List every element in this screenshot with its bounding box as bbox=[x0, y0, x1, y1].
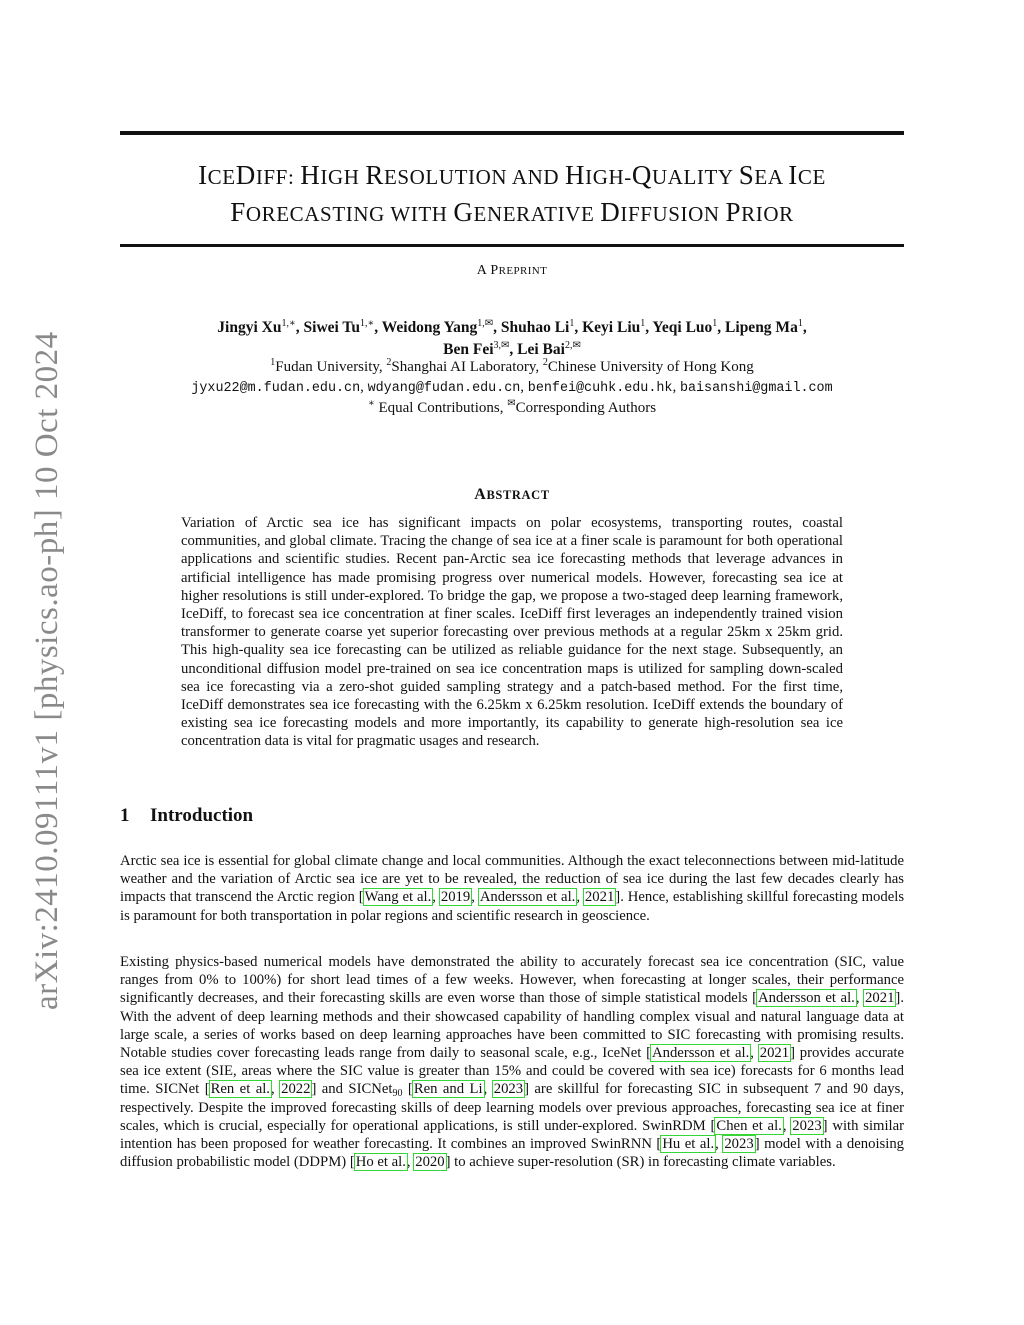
paragraph-text: ] are skillful for forecasting SIC in subsequent 7 and 90 days, respectively. Despite the improved forecasting skills of deep learning models over previous approaches, forecasting sea ice at finer scales, which is crucial, especially for operational applications, is still under-explored. SwinRDM [ bbox=[120, 1081, 905, 1134]
author-emails bbox=[120, 379, 904, 396]
author-name: Jingyi Xu bbox=[217, 319, 282, 336]
paragraph-text: ] provides accurate sea ice extent (SIE, areas where the SIC value is greater than 15% and could be covered with sea ice) forecasts for 6 months lead time. SICNet [ bbox=[120, 1045, 905, 1098]
affiliation-name: Chinese University of Hong Kong bbox=[547, 359, 754, 375]
preprint-word-cap: A bbox=[476, 263, 488, 278]
title-word-rest: EA bbox=[754, 165, 789, 189]
section-number: 1 bbox=[120, 805, 130, 826]
citation-link[interactable]: Hu et al. bbox=[662, 1136, 715, 1153]
paragraph-text: ] with similar intention has been proposed for weather forecasting. It combines an improved SwinRNN [ bbox=[120, 1117, 905, 1153]
title-word-rest: IFF: bbox=[255, 165, 301, 189]
paragraph-text: , bbox=[782, 1117, 792, 1134]
title-word-rest: UALITY bbox=[651, 165, 739, 189]
title-word-rest: ESOLUTION AND bbox=[383, 165, 566, 189]
affiliation-name: Shanghai AI Laboratory, bbox=[391, 359, 543, 375]
corresponding-text: Corresponding Authors bbox=[515, 400, 657, 416]
email-separator: , bbox=[520, 379, 528, 395]
paragraph-text: [ bbox=[402, 1081, 413, 1098]
author-affiliation-mark: 1 bbox=[640, 318, 646, 329]
affiliation-mark: 2 bbox=[542, 357, 548, 368]
section-title: Introduction bbox=[150, 805, 254, 826]
title-word-rest: IGH- bbox=[585, 165, 632, 189]
affiliation-mark: 1 bbox=[270, 357, 276, 368]
title-word-cap: S bbox=[738, 160, 755, 190]
paragraph-text: , bbox=[406, 1154, 415, 1171]
title-word-cap: H bbox=[300, 160, 321, 190]
title-word-rest: ORECASTING WITH bbox=[245, 202, 454, 226]
citation-link[interactable]: Ren et al. bbox=[210, 1081, 270, 1098]
affiliation-name: Fudan University, bbox=[275, 359, 387, 375]
author-line-2 bbox=[120, 339, 904, 361]
paragraph-text: Existing physics-based numerical models have demonstrated the ability to accurately forecast sea ice concentration (SIC, value ranges from 0% to 100%) for short lead times of a few weeks. However, when forecasting at longer scales, their performance significantly decreases, and their forecasting skills are even worse than those of simple statistical models [ bbox=[120, 954, 904, 1007]
intro-paragraph-2 bbox=[120, 953, 904, 1171]
paragraph-text: , bbox=[471, 889, 479, 906]
title-word-rest: IGH bbox=[320, 165, 366, 189]
title-word-cap: I bbox=[198, 160, 208, 190]
paragraph-text: ]. Hence, establishing skillful forecasting models is paramount for both transportation in polar regions and scientific research in geoscience. bbox=[120, 889, 905, 924]
author-name: , Siwei Tu bbox=[295, 319, 360, 336]
paragraph-text: , bbox=[750, 1045, 759, 1062]
arxiv-identifier-stamp: arXiv:2410.09111v1 [physics.ao-ph] 10 Oct 2024 bbox=[29, 331, 65, 1010]
title-word-rest: CE bbox=[207, 165, 236, 189]
title-word-cap: H bbox=[565, 160, 586, 190]
paragraph-text: , bbox=[270, 1081, 281, 1098]
author-list bbox=[120, 317, 904, 361]
corresponding-mark: ✉ bbox=[507, 398, 516, 409]
title-word-cap: R bbox=[365, 160, 384, 190]
citation-link[interactable]: Ren and Li bbox=[413, 1081, 483, 1098]
citation-link[interactable]: 2023 bbox=[724, 1136, 754, 1153]
citation-link[interactable]: Andersson et al. bbox=[479, 889, 576, 906]
contribution-note bbox=[120, 400, 904, 417]
abstract-text: Variation of Arctic sea ice has significant impacts on polar ecosystems, transporting routes, coastal communities, and global climate. Tracing the change of sea ice at a finer scale is paramount for both operational applications and scientific studies. Recent pan-Arctic sea ice forecasting methods that leverage advances in artificial intelligence has made promising progress over numerical models. However, forecasting sea ice at higher resolutions is still under-explored. To bridge the gap, we propose a two-staged deep learning framework, IceDiff, to forecast sea ice concentration at finer scales. IceDiff first leverages an independently trained vision transformer to generate coarse yet superior forecasting over previous methods at a regular 25km x 25km grid. This high-quality sea ice forecasting can be utilized as reliable guidance for the next stage. Subsequently, an unconditional diffusion model pre-trained on sea ice concentration maps is utilized for sampling down-scaled sea ice forecasting via a zero-shot guided sampling strategy and a patch-based method. For the first time, IceDiff demonstrates sea ice forecasting with the 6.25km x 6.25km resolution. IceDiff extends the boundary of existing sea ice forecasting models and more importantly, its capability to generate high-resolution sea ice concentration data is vital for pragmatic usages and research. bbox=[181, 515, 843, 750]
abstract-heading-word-cap: A bbox=[474, 486, 487, 503]
citation-link[interactable]: 2021 bbox=[865, 990, 895, 1007]
author-name: Ben Fei bbox=[443, 341, 494, 358]
title-word-cap: Q bbox=[631, 160, 652, 190]
author-name: , Lipeng Ma bbox=[717, 319, 798, 336]
citation-link[interactable]: 2021 bbox=[584, 889, 615, 906]
affiliations bbox=[120, 359, 904, 376]
title-word-cap: D bbox=[235, 160, 256, 190]
paragraph-text: , bbox=[855, 990, 865, 1007]
section-heading-introduction bbox=[120, 805, 520, 827]
intro-paragraph-1 bbox=[120, 852, 904, 925]
title-word-cap: D bbox=[600, 197, 621, 227]
title-word-cap: F bbox=[230, 197, 246, 227]
paragraph-text: , bbox=[715, 1136, 724, 1153]
citation-link[interactable]: Wang et al. bbox=[364, 889, 432, 906]
author-affiliation-mark: 1,✉ bbox=[477, 318, 494, 329]
citation-link[interactable]: Andersson et al. bbox=[758, 990, 855, 1007]
citation-link[interactable]: 2019 bbox=[440, 889, 471, 906]
preprint-label bbox=[120, 263, 904, 279]
email-separator: , bbox=[360, 379, 368, 395]
citation-link[interactable]: 2023 bbox=[792, 1117, 822, 1134]
paragraph-text: ] to achieve super-resolution (SR) in forecasting climate variables. bbox=[445, 1154, 836, 1171]
paragraph-text: ]. With the advent of deep learning methods and their showcased capability of handling complex visual and natural language data at large scale, a series of works based on deep learning approaches have been committed to SIC forecasting with promising results. Notable studies cover forecasting leads range from daily to seasonal scale, e.g., IceNet [ bbox=[120, 990, 904, 1062]
citation-link[interactable]: 2021 bbox=[759, 1045, 790, 1062]
paragraph-text: ] and SICNet bbox=[311, 1081, 393, 1098]
author-affiliation-mark: 3,✉ bbox=[493, 340, 510, 351]
citation-link[interactable]: 2020 bbox=[415, 1154, 445, 1171]
citation-link[interactable]: Chen et al. bbox=[716, 1117, 782, 1134]
equal-contribution-text: Equal Contributions, bbox=[374, 400, 508, 416]
author-email: jyxu22@m.fudan.edu.cn bbox=[191, 381, 361, 396]
author-affiliation-mark: 1 bbox=[569, 318, 575, 329]
author-name: , Shuhao Li bbox=[493, 319, 570, 336]
subscript: 90 bbox=[392, 1088, 403, 1100]
author-name: , Weidong Yang bbox=[374, 319, 478, 336]
title-word-rest: ENERATIVE bbox=[473, 202, 601, 226]
email-separator: , bbox=[672, 379, 680, 395]
equal-contribution-mark: ∗ bbox=[367, 398, 375, 409]
title-word-rest: RIOR bbox=[741, 202, 794, 226]
paragraph-text: , bbox=[483, 1081, 493, 1098]
abstract-heading bbox=[120, 486, 904, 504]
citation-link[interactable]: Andersson et al. bbox=[652, 1045, 750, 1062]
paragraph-text: , bbox=[432, 889, 440, 906]
author-line-1 bbox=[120, 317, 904, 339]
abstract-heading-word-rest: BSTRACT bbox=[486, 488, 550, 502]
paragraph-text: , bbox=[576, 889, 584, 906]
author-name: , Lei Bai bbox=[509, 341, 565, 358]
title-line-1 bbox=[120, 158, 904, 195]
author-name: , Keyi Liu bbox=[574, 319, 641, 336]
preprint-word-rest: REPRINT bbox=[498, 265, 548, 277]
citation-link[interactable]: 2023 bbox=[493, 1081, 524, 1098]
title-top-rule bbox=[120, 131, 904, 135]
author-name: , bbox=[802, 319, 807, 336]
author-email: baisanshi@gmail.com bbox=[679, 381, 833, 396]
author-affiliation-mark: 2,✉ bbox=[564, 340, 581, 351]
paragraph-text: Arctic sea ice is essential for global climate change and local communities. Although the exact teleconnections between mid-latitude weather and the variation of Arctic sea ice are yet to be revealed, the reduction of sea ice during the last few decades clearly has impacts that transcend the Arctic region [ bbox=[120, 853, 904, 906]
title-word-cap: I bbox=[788, 160, 798, 190]
author-name: , Yeqi Luo bbox=[645, 319, 713, 336]
title-bottom-rule bbox=[120, 244, 904, 247]
citation-link[interactable]: Ho et al. bbox=[355, 1154, 406, 1171]
author-affiliation-mark: 1 bbox=[797, 318, 803, 329]
title-word-cap: P bbox=[725, 197, 742, 227]
author-affiliation-mark: 1,∗ bbox=[281, 318, 296, 329]
author-email: benfei@cuhk.edu.hk bbox=[527, 381, 673, 396]
paper-title bbox=[120, 158, 904, 232]
preprint-word-cap: P bbox=[490, 263, 499, 278]
author-email: wdyang@fudan.edu.cn bbox=[367, 381, 521, 396]
title-line-2 bbox=[120, 195, 904, 232]
affiliation-mark: 2 bbox=[386, 357, 392, 368]
author-affiliation-mark: 1 bbox=[712, 318, 718, 329]
title-word-cap: G bbox=[453, 197, 474, 227]
paragraph-text: ] model with a denoising diffusion probabilistic model (DDPM) [ bbox=[120, 1136, 905, 1171]
title-word-rest: IFFUSION bbox=[620, 202, 726, 226]
author-affiliation-mark: 1,∗ bbox=[359, 318, 375, 329]
citation-link[interactable]: 2022 bbox=[281, 1081, 311, 1098]
title-word-rest: CE bbox=[797, 165, 826, 189]
